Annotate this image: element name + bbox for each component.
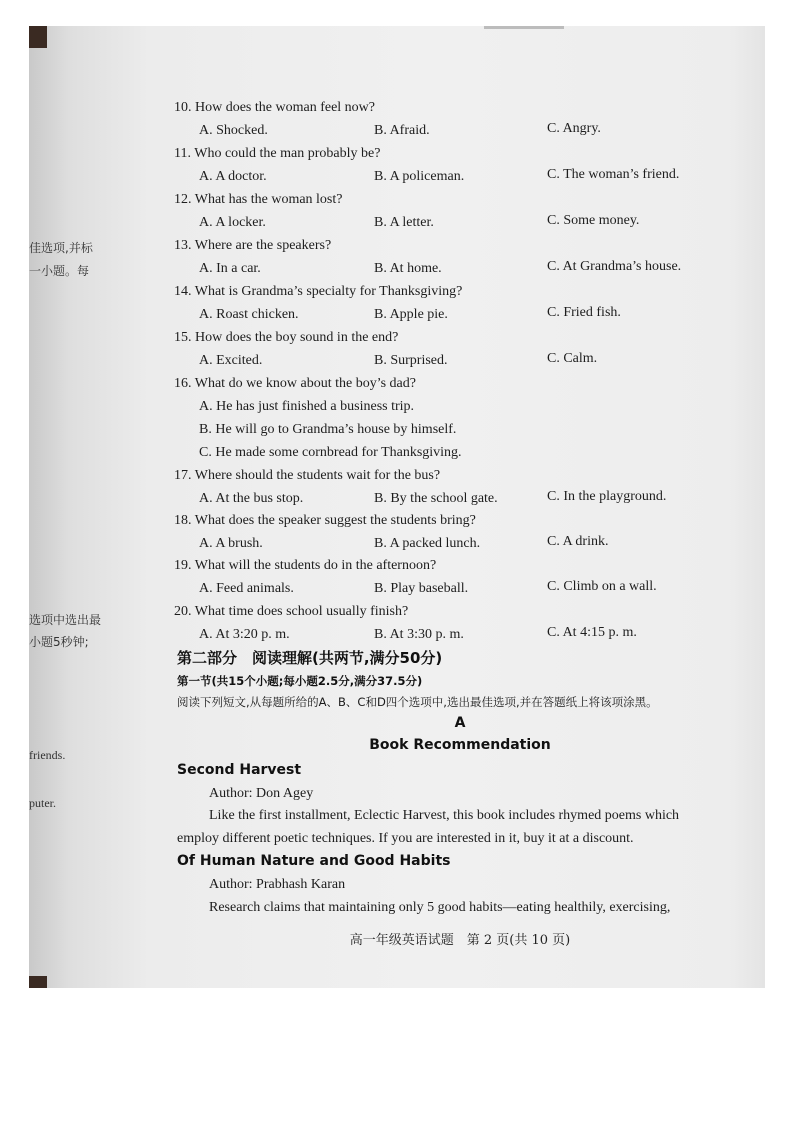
option-b: B. He will go to Grandma’s house by himself. (199, 422, 457, 437)
question: 12. What has the woman lost? (174, 192, 343, 207)
option-c: C. Some money. (547, 213, 640, 228)
option-b: B. A letter. (374, 215, 434, 230)
option-a: A. Roast chicken. (199, 307, 299, 322)
option-a: A. A locker. (199, 215, 266, 230)
option-a: A. Shocked. (199, 123, 268, 138)
option-b: B. A packed lunch. (374, 536, 481, 551)
question: 20. What time does school usually finish? (174, 604, 409, 619)
option-a: A. Excited. (199, 353, 263, 368)
option-a: A. He has just finished a business trip. (199, 399, 415, 414)
question: 16. What do we know about the boy’s dad? (174, 376, 416, 391)
book-description: employ different poetic techniques. If you are interested in it, buy it at a discount. (177, 831, 634, 846)
option-c: C. Fried fish. (547, 305, 621, 320)
question: 14. What is Grandma’s specialty for Thanksgiving? (174, 284, 463, 299)
book-description: Like the first installment, Eclectic Harvest, this book includes rhymed poems which (209, 808, 680, 823)
book-title: Of Human Nature and Good Habits (177, 853, 451, 869)
question: 17. Where should the students wait for the bus? (174, 468, 441, 483)
exam-content (29, 26, 765, 988)
option-c: C. In the playground. (547, 489, 667, 504)
option-c: C. At 4:15 p. m. (547, 625, 637, 640)
option-c: C. Calm. (547, 351, 598, 366)
passage-heading: Book Recommendation (369, 737, 551, 753)
question: 15. How does the boy sound in the end? (174, 330, 399, 345)
option-b: B. Apple pie. (374, 307, 448, 322)
option-b: B. Play baseball. (374, 581, 469, 596)
section-instruction: 阅读下列短文,从每题所给的A、B、C和D四个选项中,选出最佳选项,并在答题纸上将该项涂黑。 (177, 695, 658, 709)
book-description: Research claims that maintaining only 5 good habits—eating healthily, exercising, (209, 900, 671, 915)
book-title: Second Harvest (177, 762, 302, 778)
option-a: A. At the bus stop. (199, 491, 304, 506)
book-author: Author: Prabhash Karan (209, 877, 346, 892)
option-a: A. A brush. (199, 536, 263, 551)
option-b: B. By the school gate. (374, 491, 498, 506)
option-c: C. At Grandma’s house. (547, 259, 682, 274)
option-c: C. Climb on a wall. (547, 579, 657, 594)
option-b: B. Afraid. (374, 123, 430, 138)
book-author: Author: Don Agey (209, 786, 314, 801)
question: 19. What will the students do in the afternoon? (174, 558, 437, 573)
option-a: A. At 3:20 p. m. (199, 627, 290, 642)
option-c: C. The woman’s friend. (547, 167, 680, 182)
option-c: C. He made some cornbread for Thanksgiving. (199, 445, 462, 460)
left-fragment: 选项中选出最 (29, 613, 102, 627)
option-c: C. Angry. (547, 121, 601, 136)
option-b: B. At home. (374, 261, 442, 276)
question: 13. Where are the speakers? (174, 238, 332, 253)
question: 10. How does the woman feel now? (174, 100, 376, 115)
option-a: A. In a car. (199, 261, 261, 276)
section-title: 第二部分 阅读理解(共两节,满分50分) (177, 649, 443, 667)
left-fragment: puter. (29, 796, 56, 810)
left-fragment: 一小题。每 (29, 264, 90, 278)
option-b: B. Surprised. (374, 353, 448, 368)
left-fragment: 小题5秒钟; (29, 635, 89, 649)
option-c: C. A drink. (547, 534, 609, 549)
left-fragment: friends. (29, 748, 66, 762)
passage-letter: A (454, 715, 466, 731)
option-b: B. A policeman. (374, 169, 465, 184)
left-fragment: 佳选项,并标 (29, 241, 93, 255)
option-b: B. At 3:30 p. m. (374, 627, 464, 642)
question: 18. What does the speaker suggest the students bring? (174, 513, 476, 528)
option-a: A. Feed animals. (199, 581, 294, 596)
section-subtitle: 第一节(共15个小题;每小题2.5分,满分37.5分) (177, 674, 423, 688)
page-footer: 高一年级英语试题 第 2 页(共 10 页) (349, 933, 571, 948)
scanned-page (29, 26, 765, 988)
option-a: A. A doctor. (199, 169, 267, 184)
question: 11. Who could the man probably be? (174, 146, 381, 161)
